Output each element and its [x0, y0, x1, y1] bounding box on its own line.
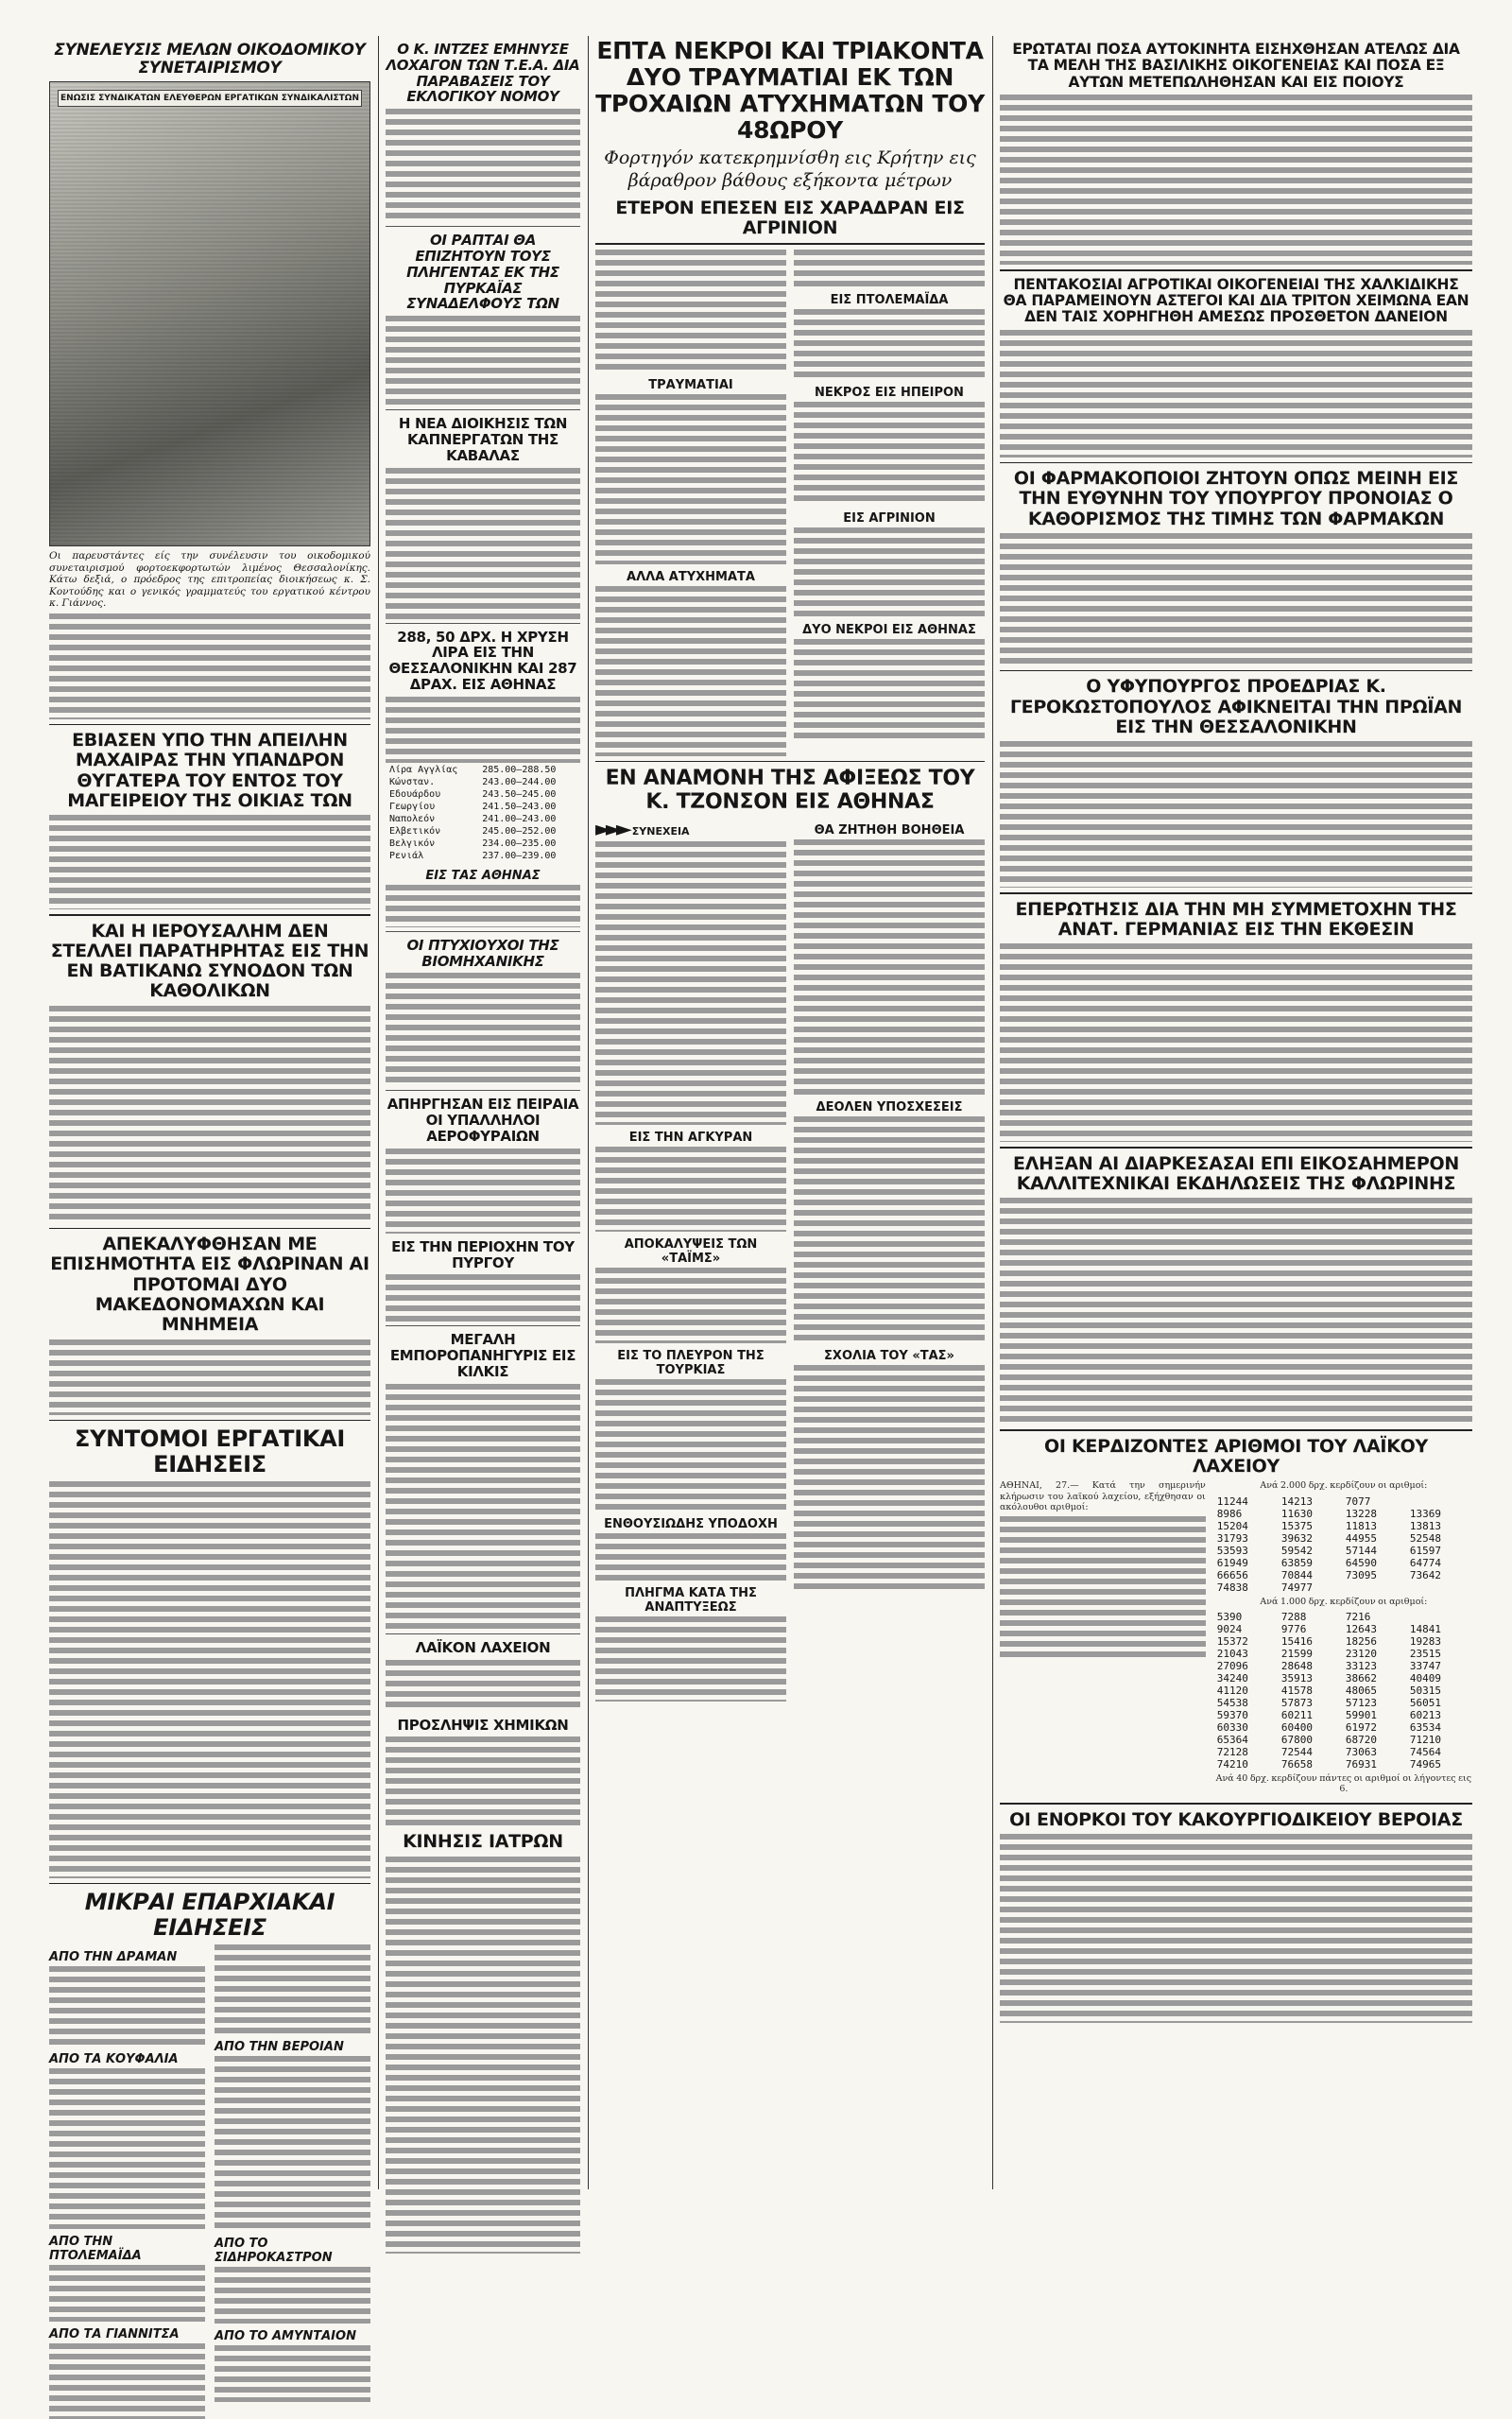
winners-b-title: Ανά 1.000 δρχ. κερδίζουν οι αριθμοί: — [1260, 1596, 1428, 1607]
body-text — [595, 1147, 786, 1232]
winner-number: 38662 — [1345, 1671, 1377, 1685]
winner-number: 74965 — [1409, 1757, 1442, 1771]
winners-row — [1215, 1520, 1472, 1532]
label-tass: ΣΧΟΛΙΑ ΤΟΥ «ΤΑΣ» — [824, 1349, 954, 1364]
winner-number — [1344, 1581, 1408, 1594]
winner-number: 57873 — [1280, 1696, 1313, 1709]
body-text — [49, 2343, 205, 2419]
body-text — [595, 394, 786, 564]
winner-number: 11813 — [1345, 1519, 1377, 1532]
winner-number: 34240 — [1216, 1671, 1248, 1685]
body-text — [1000, 741, 1472, 888]
headline-florina: ΑΠΕΚΑΛΥΦΘΗΣΑΝ ΜΕ ΕΠΙΣΗΜΟΤΗΤΑ ΕΙΣ ΦΛΩΡΙΝΑΝ ΑΙ ΠΡΟΤΟΜΑΙ ΔΥΟ ΜΑΚΕΔΟΝΟΜΑΧΩΝ ΚΑΙ ΜΝΗΜΕΙΑ — [50, 1234, 369, 1336]
body-text — [595, 586, 786, 756]
winner-number: 41120 — [1216, 1684, 1248, 1697]
body-text — [386, 109, 580, 222]
winner-number: 41578 — [1280, 1684, 1313, 1697]
price-cell: Κώνσταν. — [389, 776, 436, 787]
gold-price-table — [386, 763, 580, 863]
price-cell: Ναπολεόν — [389, 813, 436, 824]
headline-deputy-minister: Ο ΥΦΥΠΟΥΡΓΟΣ ΠΡΟΕΔΡΙΑΣ Κ. ΓΕΡΟΚΩΣΤΟΠΟΥΛΟΣ ΑΦΙΚΝΕΙΤΑΙ ΤΗΝ ΠΡΩΪΑΝ ΕΙΣ ΤΗΝ ΘΕΣΣΑΛΟΝΙΚΗΝ — [1009, 676, 1463, 737]
winners-row — [1215, 1623, 1472, 1635]
body-text — [1000, 943, 1472, 1142]
label-promises: ΔΕΟΛΕΝ ΥΠΟΣΧΕΣΕΙΣ — [816, 1100, 963, 1115]
winner-number: 21043 — [1216, 1647, 1248, 1660]
winners-row — [1215, 1734, 1472, 1746]
winner-number: 33123 — [1345, 1659, 1377, 1672]
winner-number: 65364 — [1216, 1733, 1248, 1746]
label-accidents-injured: ΤΡΑΥΜΑΤΙΑΙ — [648, 377, 733, 392]
body-text — [1000, 330, 1472, 458]
headline-royal-cars: ΕΡΩΤΑΤΑΙ ΠΟΣΑ ΑΥΤΟΚΙΝΗΤΑ ΕΙΣΗΧΘΗΣΑΝ ΑΤΕΛΩΣ ΔΙΑ ΤΑ ΜΕΛΗ ΤΗΣ ΒΑΣΙΛΙΚΗΣ ΟΙΚΟΓΕΝΕΙΑΣ ΚΑΙ ΠΟΣΑ ΕΞ ΑΥΤΩΝ ΜΕΤΕΠΩΛΗΘΗΣΑΝ ΚΑΙ ΕΙΣ ΠΟΙΟΥΣ — [1012, 41, 1460, 91]
winners-row — [1215, 1709, 1472, 1721]
divider — [49, 1420, 370, 1422]
winners-left — [1000, 1480, 1206, 1798]
winner-number: 40409 — [1409, 1671, 1442, 1685]
divider — [1000, 1429, 1472, 1431]
divider — [386, 931, 580, 932]
body-text — [386, 885, 580, 927]
photo-caption: Οι παρευστάντες είς την συνέλευσιν του οικοδομικού συνεταιρισμού φορτοεκφορτωτών λιμένος Θεσσαλονίκης. Κάτω δεξιά, ο πρόεδρος της επιτροπείας διοικήσεως κ. Σ. Κοντούδης και ο γενικός γραμματεύς του εργατικού κέντρου κ. Γιάννος. — [49, 550, 370, 610]
winner-number: 60211 — [1280, 1708, 1313, 1721]
winner-number — [1408, 1581, 1472, 1594]
winner-number: 8986 — [1216, 1507, 1243, 1520]
body-text — [386, 1274, 580, 1322]
column-3 — [595, 36, 985, 2189]
winner-number: 13813 — [1409, 1519, 1442, 1532]
winner-number: 23120 — [1345, 1647, 1377, 1660]
label-turkey: ΕΙΣ ΤΟ ΠΛΕΥΡΟΝ ΤΗΣ ΤΟΥΡΚΙΑΣ — [617, 1349, 765, 1378]
body-text — [215, 2056, 370, 2231]
headline-pharmacists: ΟΙ ΦΑΡΜΑΚΟΠΟΙΟΙ ΖΗΤΟΥΝ ΟΠΩΣ ΜΕΙΝΗ ΕΙΣ ΤΗΝ ΕΥΘΥΝΗΝ ΤΟΥ ΥΠΟΥΡΓΟΥ ΠΡΟΝΟΙΑΣ Ο ΚΑΘΟΡΙΣΜΟΣ ΤΗΣ ΤΙΜΗΣ ΤΩΝ ΦΑΡΜΑΚΩΝ — [1013, 468, 1459, 529]
body-text — [595, 1616, 786, 1702]
winner-number: 72128 — [1216, 1745, 1248, 1758]
divider — [595, 761, 985, 763]
winner-number: 15372 — [1216, 1634, 1248, 1648]
winner-number: 66656 — [1216, 1568, 1248, 1581]
headline-industry: ΟΙ ΠΤΥΧΙΟΥΧΟΙ ΤΗΣ ΒΙΟΜΗΧΑΝΙΚΗΣ — [406, 936, 559, 970]
body-text — [386, 1660, 580, 1712]
price-row — [387, 802, 578, 812]
body-text — [386, 697, 580, 763]
price-cell: 241.00—243.00 — [482, 813, 557, 824]
divider — [1000, 892, 1472, 894]
label-giannitsa: ΑΠΟ ΤΑ ΓΙΑΝΝΙΤΣΑ — [49, 2327, 180, 2342]
column-1 — [49, 36, 370, 2344]
label-amyntaio: ΑΠΟ ΤΟ ΑΜΥΝΤΑΙΟΝ — [215, 2329, 356, 2344]
winner-number: 7288 — [1280, 1610, 1307, 1623]
label-two-dead-athens: ΔΥΟ ΝΕΚΡΟΙ ΕΙΣ ΑΘΗΝΑΣ — [802, 622, 976, 637]
headline-strike: ΑΠΗΡΓΗΣΑΝ ΕΙΣ ΠΕΙΡΑΙΑ ΟΙ ΥΠΑΛΛΗΛΟΙ ΑΕΡΟΦΥΡΑΙΩΝ — [387, 1096, 579, 1145]
winner-number: 33747 — [1409, 1659, 1442, 1672]
body-text — [595, 1268, 786, 1343]
winner-number: 57123 — [1345, 1696, 1377, 1709]
body-text — [595, 250, 786, 372]
divider — [1000, 1147, 1472, 1149]
price-row — [387, 814, 578, 824]
winner-number: 48065 — [1345, 1684, 1377, 1697]
winner-number: 74977 — [1280, 1581, 1313, 1594]
body-text — [215, 2267, 370, 2324]
label-koufalia: ΑΠΟ ΤΑ ΚΟΥΦΑΛΙΑ — [49, 2052, 179, 2067]
winner-number: 9776 — [1280, 1622, 1307, 1635]
column-rule — [378, 36, 379, 2189]
price-cell: 245.00—252.00 — [482, 825, 557, 837]
label-times: ΑΠΟΚΑΛΥΨΕΙΣ ΤΩΝ «ΤΑΪΜΣ» — [624, 1237, 758, 1267]
divider — [386, 1090, 580, 1091]
winners-row — [1215, 1697, 1472, 1709]
label-ptolemaida: ΑΠΟ ΤΗΝ ΠΤΟΛΕΜΑΪΔΑ — [49, 2235, 142, 2264]
body-text — [794, 309, 985, 380]
winner-number: 7077 — [1345, 1495, 1371, 1508]
johnson-left — [595, 818, 786, 1702]
body-text — [49, 2068, 205, 2229]
provincial-news-columns — [49, 1944, 370, 2419]
label-blow: ΠΛΗΓΜΑ ΚΑΤΑ ΤΗΣ ΑΝΑΠΤΥΞΕΩΣ — [625, 1586, 757, 1616]
divider — [1000, 670, 1472, 672]
winner-number: 60330 — [1216, 1720, 1248, 1734]
price-row — [387, 765, 578, 775]
winner-number: 44955 — [1345, 1531, 1377, 1545]
body-text — [794, 639, 985, 743]
body-text — [1000, 1516, 1206, 1658]
headline-agrinion: ΕΤΕΡΟΝ ΕΠΕΣΕΝ ΕΙΣ ΧΑΡΑΔΡΑΝ ΕΙΣ ΑΓΡΙΝΙΟΝ — [615, 197, 965, 238]
price-row — [387, 838, 578, 849]
body-text — [1000, 533, 1472, 665]
winner-number: 61972 — [1345, 1720, 1377, 1734]
price-cell: Γεωργίου — [389, 801, 436, 812]
price-cell: 234.00—235.00 — [482, 838, 557, 849]
winner-number: 52548 — [1409, 1531, 1442, 1545]
body-text — [794, 402, 985, 506]
label-help: ΘΑ ΖΗΤΗΘΗ ΒΟΗΘΕΙΑ — [814, 823, 965, 838]
winner-number: 13369 — [1409, 1507, 1442, 1520]
winners-row — [1215, 1721, 1472, 1734]
body-text — [794, 839, 985, 1095]
headline-intzes: Ο Κ. ΙΝΤΖΕΣ ΕΜΗΝΥΣΕ ΛΟΧΑΓΟΝ ΤΩΝ Τ.Ε.Α. ΔΙΑ ΠΑΡΑΒΑΣΕΙΣ ΤΟΥ ΕΚΛΟΓΙΚΟΥ ΝΟΜΟΥ — [386, 41, 580, 106]
divider — [386, 623, 580, 624]
headline-chalkidiki-families: ΠΕΝΤΑΚΟΣΙΑΙ ΑΓΡΟΤΙΚΑΙ ΟΙΚΟΓΕΝΕΙΑΙ ΤΗΣ ΧΑΛΚΙΔΙΚΗΣ ΘΑ ΠΑΡΑΜΕΙΝΟΥΝ ΑΣΤΕΓΟΙ ΚΑΙ ΔΙΑ ΤΡΙΤΟΝ ΧΕΙΜΩΝΑ ΕΑΝ ΔΕΝ ΤΑΙΣ ΧΟΡΗΓΗΘΗ ΑΜΕΣΩΣ ΠΡΟΣΘΕΤΟΝ ΔΑΝΕΙΟΝ — [1003, 275, 1469, 326]
body-text — [386, 1149, 580, 1234]
accidents-left — [595, 250, 786, 756]
divider — [49, 1228, 370, 1230]
divider — [49, 914, 370, 916]
price-cell: 243.50—245.00 — [482, 788, 557, 800]
body-text — [386, 1857, 580, 2254]
column-rule — [992, 36, 993, 2189]
label-agrinio-accident: ΕΙΣ ΑΓΡΙΝΙΟΝ — [843, 510, 936, 526]
headline-veroia-jury: ΟΙ ΕΝΟΡΚΟΙ ΤΟΥ ΚΑΚΟΥΡΓΙΟΔΙΚΕΙΟΥ ΒΕΡΟΙΑΣ — [1009, 1808, 1463, 1830]
winner-number: 59370 — [1216, 1708, 1248, 1721]
headline-tailors: ΟΙ ΡΑΠΤΑΙ ΘΑ ΕΠΙΖΗΤΟΥΝ ΤΟΥΣ ΠΛΗΓΕΝΤΑΣ ΕΚ ΤΗΣ ΠΥΡΚΑΪΑΣ ΣΥΝΑΔΕΛΦΟΥΣ ΤΩΝ — [406, 232, 559, 313]
headline-chemists: ΠΡΟΣΛΗΨΙΣ ΧΗΜΙΚΩΝ — [397, 1716, 569, 1734]
divider — [1000, 269, 1472, 271]
price-table-body — [387, 765, 578, 861]
meeting-photo — [49, 81, 370, 546]
winner-number: 23515 — [1409, 1647, 1442, 1660]
winner-number: 5390 — [1216, 1610, 1243, 1623]
body-text — [794, 527, 985, 617]
johnson-columns — [595, 818, 985, 1702]
main-subheadline: Φορτηγόν κατεκρημνίσθη εις Κρήτην εις βάραθρον βάθους εξήκοντα μέτρων — [604, 147, 976, 191]
winners-c-title: Ανά 40 δρχ. κερδίζουν πάντες οι αριθμοί οι λήγοντες εις 6. — [1215, 1772, 1472, 1794]
winner-number: 72544 — [1280, 1745, 1313, 1758]
price-row — [387, 826, 578, 837]
price-cell: Ρενιάλ — [389, 850, 424, 861]
headline-florina-arts: ΕΛΗΞΑΝ ΑΙ ΔΙΑΡΚΕΣΑΣΑΙ ΕΠΙ ΕΙΚΟΣΑΗΜΕΡΟΝ ΚΑΛΛΙΤΕΧΝΙΚΑΙ ΕΚΔΗΛΩΣΕΙΣ ΤΗΣ ΦΛΩΡΙΝΗΣ — [1013, 1152, 1459, 1195]
winner-number: 76931 — [1345, 1757, 1377, 1771]
price-row — [387, 777, 578, 787]
label-sidirokastro: ΑΠΟ ΤΟ ΣΙΔΗΡΟΚΑΣΤΡΟΝ — [215, 2237, 333, 2266]
continuation-marker — [595, 818, 786, 841]
main-headline: ΕΠΤΑ ΝΕΚΡΟΙ ΚΑΙ ΤΡΙΑΚΟΝΤΑ ΔΥΟ ΤΡΑΥΜΑΤΙΑΙ ΕΚ ΤΩΝ ΤΡΟΧΑΙΩΝ ΑΤΥΧΗΜΑΤΩΝ ΤΟΥ 48ΩΡΟΥ — [595, 37, 985, 144]
headline-provincial-news: ΜΙΚΡΑΙ ΕΠΑΡΧΙΑΚΑΙ ΕΙΔΗΣΕΙΣ — [84, 1889, 335, 1942]
winner-number: 67800 — [1280, 1733, 1313, 1746]
body-text — [386, 1736, 580, 1826]
body-text — [386, 468, 580, 619]
price-cell: Βελγικόν — [389, 838, 436, 849]
body-text — [1000, 95, 1472, 265]
label-epirus: ΝΕΚΡΟΣ ΕΙΣ ΗΠΕΙΡΟΝ — [815, 385, 964, 400]
body-text — [49, 815, 370, 909]
body-text — [215, 2345, 370, 2402]
headline-lottery: ΛΑΪΚΟΝ ΛΑΧΕΙΟΝ — [415, 1638, 551, 1656]
body-text — [49, 2265, 205, 2322]
body-text — [49, 1481, 370, 1878]
body-text — [1000, 1198, 1472, 1425]
divider — [595, 243, 985, 245]
headline-gold: 288, 50 ΔΡΧ. Η ΧΡΥΣΗ ΛΙΡΑ ΕΙΣ ΤΗΝ ΘΕΣΣΑΛΟΝΙΚΗΝ ΚΑΙ 287 ΔΡΑΧ. ΕΙΣ ΑΘΗΝΑΣ — [388, 628, 577, 693]
winner-number: 59542 — [1280, 1544, 1313, 1557]
winner-number: 63859 — [1280, 1556, 1313, 1569]
winners-b-table — [1215, 1611, 1472, 1771]
divider — [49, 1883, 370, 1885]
winner-number: 64590 — [1345, 1556, 1377, 1569]
winners-row — [1215, 1758, 1472, 1771]
provincial-right — [215, 1944, 370, 2419]
winner-number: 73063 — [1345, 1745, 1377, 1758]
label-other-accidents: ΑΛΛΑ ΑΤΥΧΗΜΑΤΑ — [627, 569, 755, 584]
body-text — [49, 1339, 370, 1415]
winners-row — [1215, 1545, 1472, 1557]
winner-number: 70844 — [1280, 1568, 1313, 1581]
column-4 — [1000, 36, 1472, 2189]
winners-row — [1215, 1569, 1472, 1581]
photo-headline: ΣΥΝΕΛΕΥΣΙΣ ΜΕΛΩΝ ΟΙΚΟΔΟΜΙΚΟΥ ΣΥΝΕΤΑΙΡΙΣΜΟΥ — [54, 41, 366, 78]
winner-number: 54538 — [1216, 1696, 1248, 1709]
divider — [1000, 1803, 1472, 1805]
body-text — [794, 1365, 985, 1592]
divider — [386, 409, 580, 410]
body-text — [386, 316, 580, 406]
winners-row — [1215, 1685, 1472, 1697]
winner-number: 28648 — [1280, 1659, 1313, 1672]
label-athens: ΕΙΣ ΤΑΣ ΑΘΗΝΑΣ — [425, 868, 541, 883]
winner-number: 73642 — [1409, 1568, 1442, 1581]
winner-number: 19283 — [1409, 1634, 1442, 1648]
accidents-columns — [595, 250, 985, 756]
headline-doctors: ΚΙΝΗΣΙΣ ΙΑΤΡΩΝ — [403, 1831, 563, 1853]
winners-row — [1215, 1495, 1472, 1508]
label-drama: ΑΠΟ ΤΗΝ ΔΡΑΜΑΝ — [49, 1950, 178, 1965]
winner-number: 11244 — [1216, 1495, 1248, 1508]
body-text — [794, 1116, 985, 1343]
winners-right — [1215, 1480, 1472, 1798]
winners-row — [1215, 1672, 1472, 1685]
winner-number: 73095 — [1345, 1568, 1377, 1581]
label-veroia: ΑΠΟ ΤΗΝ ΒΕΡΟΙΑΝ — [215, 2040, 344, 2055]
winners-block — [1000, 1480, 1472, 1798]
winner-number: 9024 — [1216, 1622, 1243, 1635]
winners-row — [1215, 1532, 1472, 1545]
winner-number: 35913 — [1280, 1671, 1313, 1685]
body-text — [215, 1944, 370, 2034]
winner-number: 68720 — [1345, 1733, 1377, 1746]
winner-number: 18256 — [1345, 1634, 1377, 1648]
price-cell: Λίρα Αγγλίας — [389, 764, 458, 775]
winners-row — [1215, 1557, 1472, 1569]
continuation-arrows-icon: ►►► — [595, 818, 627, 842]
johnson-right — [794, 818, 985, 1702]
winners-a-title: Ανά 2.000 δρχ. κερδίζουν οι αριθμοί: — [1260, 1480, 1428, 1492]
winner-number: 61597 — [1409, 1544, 1442, 1557]
winners-row — [1215, 1635, 1472, 1648]
headline-johnson: ΕΝ ΑΝΑΜΟΝΗ ΤΗΣ ΑΦΙΞΕΩΣ ΤΟΥ Κ. ΤΖΟΝΣΟΝ ΕΙΣ ΑΘΗΝΑΣ — [605, 767, 975, 814]
price-row — [387, 851, 578, 861]
winners-row — [1215, 1581, 1472, 1594]
winners-a-table — [1215, 1495, 1472, 1594]
winner-number: 14213 — [1280, 1495, 1313, 1508]
winner-number: 14841 — [1409, 1622, 1442, 1635]
price-cell: 243.00—244.00 — [482, 776, 557, 787]
continuation-label: ΣΥΝΕΧΕΙΑ — [631, 825, 690, 838]
winners-row — [1215, 1660, 1472, 1672]
headline-lottery-winners: ΟΙ ΚΕΡΔΙΖΟΝΤΕΣ ΑΡΙΘΜΟΙ ΤΟΥ ΛΑΪΚΟΥ ΛΑΧΕΙΟΥ — [1044, 1435, 1428, 1477]
headline-kavala: Η ΝΕΑ ΔΙΟΙΚΗΣΙΣ ΤΩΝ ΚΑΠΝΕΡΓΑΤΩΝ ΤΗΣ ΚΑΒΑΛΑΣ — [398, 415, 568, 464]
winners-row — [1215, 1648, 1472, 1660]
winner-number: 15375 — [1280, 1519, 1313, 1532]
headline-fair: ΜΕΓΑΛΗ ΕΜΠΟΡΟΠΑΝΗΓΥΡΙΣ ΕΙΣ ΚΙΛΚΙΣ — [389, 1331, 576, 1380]
body-text — [794, 250, 985, 287]
body-text — [49, 613, 370, 719]
winner-number: 31793 — [1216, 1531, 1248, 1545]
body-text — [595, 1533, 786, 1581]
winner-number: 13228 — [1345, 1507, 1377, 1520]
provincial-left — [49, 1944, 205, 2419]
winner-number: 7216 — [1345, 1610, 1371, 1623]
winner-number: 21599 — [1280, 1647, 1313, 1660]
column-2 — [386, 36, 580, 2189]
body-text — [1000, 1834, 1472, 2023]
winner-number: 61949 — [1216, 1556, 1248, 1569]
winner-number: 11630 — [1280, 1507, 1313, 1520]
label-ankara: ΕΙΣ ΤΗΝ ΑΓΚΥΡΑΝ — [628, 1131, 753, 1146]
body-text — [595, 1379, 786, 1512]
winner-number: 15416 — [1280, 1634, 1313, 1648]
winners-row — [1215, 1611, 1472, 1623]
winners-row — [1215, 1508, 1472, 1520]
price-cell: 241.50—243.00 — [482, 801, 557, 812]
divider — [386, 1325, 580, 1326]
price-cell: 285.00—288.50 — [482, 764, 557, 775]
divider — [1000, 462, 1472, 464]
body-text — [386, 1384, 580, 1630]
winner-number: 74838 — [1216, 1581, 1248, 1594]
winner-number: 15204 — [1216, 1519, 1248, 1532]
label-reception: ΕΝΘΟΥΣΙΩΔΗΣ ΥΠΟΔΟΧΗ — [604, 1517, 778, 1532]
winner-number: 63534 — [1409, 1720, 1442, 1734]
divider — [49, 724, 370, 726]
price-cell: 237.00—239.00 — [482, 850, 557, 861]
winner-number: 53593 — [1216, 1544, 1248, 1557]
body-text — [49, 1006, 370, 1223]
winner-number: 57144 — [1345, 1544, 1377, 1557]
winner-number: 71210 — [1409, 1733, 1442, 1746]
body-text — [386, 973, 580, 1086]
headline-knife: ΕΒΙΑΣΕΝ ΥΠΟ ΤΗΝ ΑΠΕΙΛΗΝ ΜΑΧΑΙΡΑΣ ΤΗΝ ΥΠΑΝΔΡΟΝ ΘΥΓΑΤΕΡΑ ΤΟΥ ΕΝΤΟΣ ΤΟΥ ΜΑΓΕΙΡΕΙΟΥ ΤΗΣ ΟΙΚΙΑΣ ΤΩΝ — [67, 730, 352, 811]
winner-number: 12643 — [1345, 1622, 1377, 1635]
winner-number: 64774 — [1409, 1556, 1442, 1569]
winner-number: 76658 — [1280, 1757, 1313, 1771]
winner-number: 39632 — [1280, 1531, 1313, 1545]
divider — [386, 1633, 580, 1634]
winner-number: 27096 — [1216, 1659, 1248, 1672]
body-text — [49, 1966, 205, 2047]
column-rule — [588, 36, 589, 2189]
winner-number: 59901 — [1345, 1708, 1377, 1721]
winner-number: 60400 — [1280, 1720, 1313, 1734]
headline-labor-news: ΣΥΝΤΟΜΟΙ ΕΡΓΑΤΙΚΑΙ ΕΙΔΗΣΕΙΣ — [74, 1425, 346, 1477]
label-ptolemaida-accident: ΕΙΣ ΠΤΟΛΕΜΑΪΔΑ — [830, 292, 949, 307]
price-cell: Ελβετικόν — [389, 825, 441, 837]
winners-intro: ΑΘΗΝΑΙ, 27.— Κατά την σημερινήν κλήρωσιν του λαϊκού λαχείου, εξήχθησαν οι ακόλουθοι αριθμοί: — [1000, 1480, 1206, 1512]
headline-jerusalem: ΚΑΙ Η ΙΕΡΟΥΣΑΛΗΜ ΔΕΝ ΣΤΕΛΛΕΙ ΠΑΡΑΤΗΡΗΤΑΣ ΕΙΣ ΤΗΝ ΕΝ ΒΑΤΙΚΑΝΩ ΣΥΝΟΔΟΝ ΤΩΝ ΚΑΘΟΛΙΚΩΝ — [50, 920, 369, 1002]
accidents-right — [794, 250, 985, 756]
winners-row — [1215, 1746, 1472, 1758]
winner-number: 60213 — [1409, 1708, 1442, 1721]
winner-number: 74210 — [1216, 1757, 1248, 1771]
body-text — [595, 841, 786, 1125]
price-row — [387, 789, 578, 800]
headline-pyrgos: ΕΙΣ ΤΗΝ ΠΕΡΙΟΧΗΝ ΤΟΥ ΠΥΡΓΟΥ — [391, 1237, 575, 1271]
photo-banner: ΕΝΩΣΙΣ ΣΥΝΔΙΚΑΤΩΝ ΕΛΕΥΘΕΡΩΝ ΕΡΓΑΤΙΚΩΝ ΣΥΝΔΙΚΑΛΙΣΤΩΝ — [58, 90, 362, 107]
divider — [386, 226, 580, 227]
winner-number: 74564 — [1409, 1745, 1442, 1758]
winner-number: 50315 — [1409, 1684, 1442, 1697]
winner-number: 56051 — [1409, 1696, 1442, 1709]
headline-east-germany: ΕΠΕΡΩΤΗΣΙΣ ΔΙΑ ΤΗΝ ΜΗ ΣΥΜΜΕΤΟΧΗΝ ΤΗΣ ΑΝΑΤ. ΓΕΡΜΑΝΙΑΣ ΕΙΣ ΤΗΝ ΕΚΘΕΣΙΝ — [1015, 898, 1457, 941]
price-cell: Εδουάρδου — [389, 788, 441, 800]
